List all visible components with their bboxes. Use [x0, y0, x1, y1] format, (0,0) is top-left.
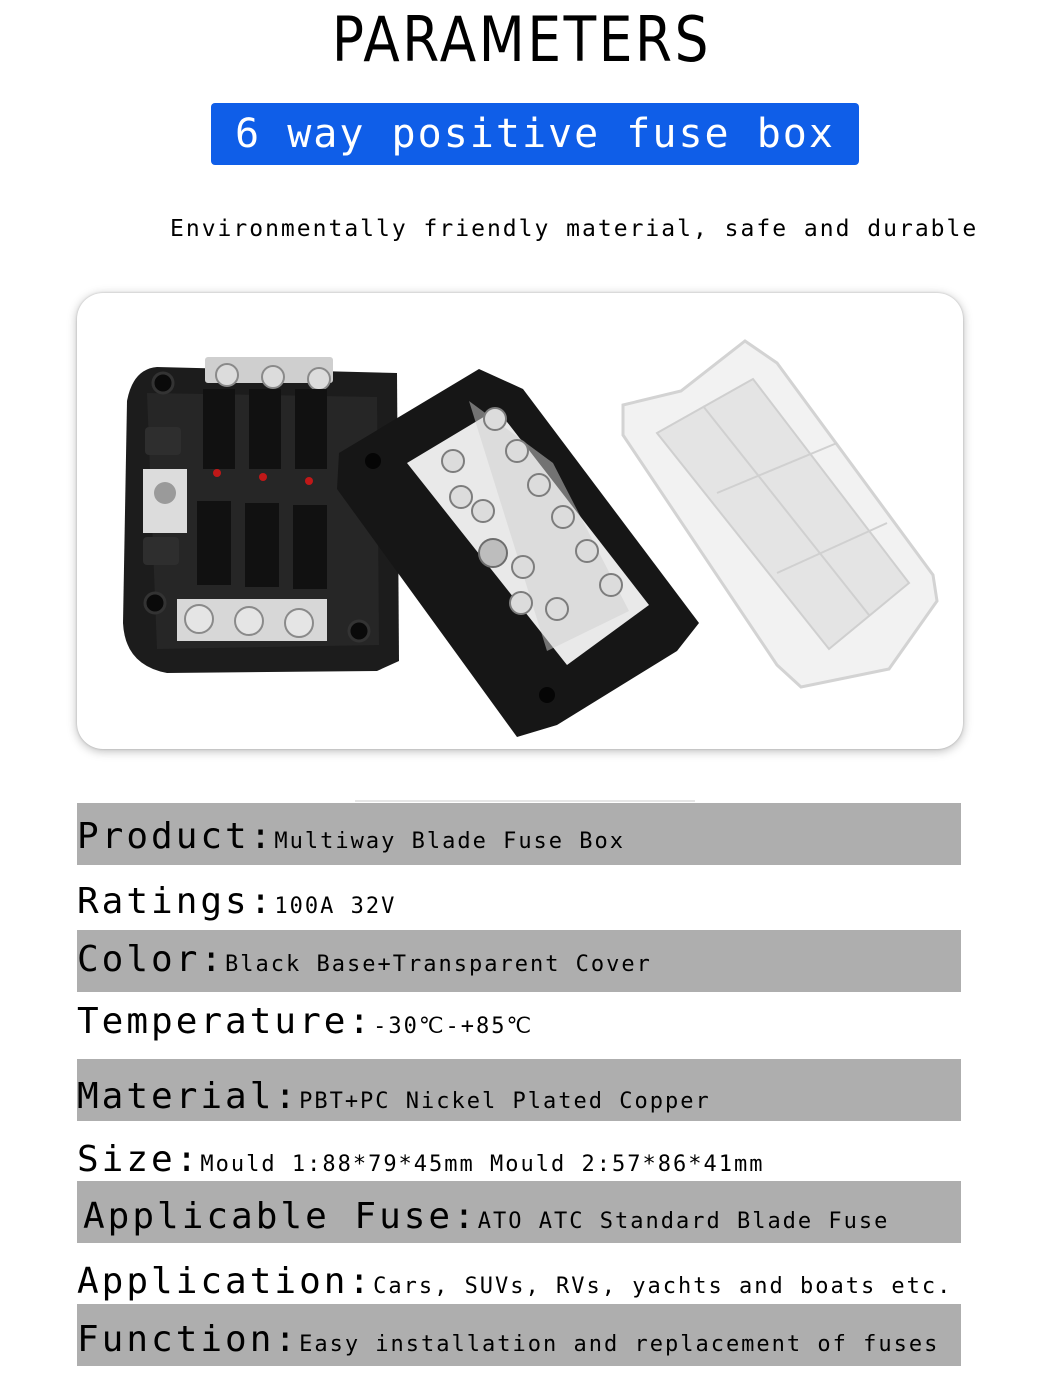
spec-label: Application: [77, 1261, 374, 1302]
page-title: PARAMETERS [331, 3, 711, 76]
spec-label: Product: [77, 816, 275, 857]
product-banner: 6 way positive fuse box [211, 103, 859, 165]
spec-label: Applicable Fuse: [83, 1196, 478, 1237]
spec-value: 100A 32V [274, 894, 397, 919]
spec-row-applicable-fuse [77, 1181, 961, 1243]
spec-row-temperature [77, 994, 961, 1056]
spec-row-material [77, 1059, 961, 1121]
fuse-box-illustration [77, 293, 963, 749]
spec-row-function [77, 1304, 961, 1366]
spec-row-product [77, 803, 961, 865]
product-photo [77, 293, 963, 749]
spec-label: Function: [77, 1319, 300, 1360]
spec-value: PBT+PC Nickel Plated Copper [299, 1089, 711, 1114]
spec-value: Cars, SUVs, RVs, yachts and boats etc. [373, 1274, 953, 1299]
spec-row-color [77, 930, 961, 992]
spec-label: Color: [77, 939, 226, 980]
spec-value: Multiway Blade Fuse Box [274, 829, 626, 854]
spec-row-size [77, 1122, 961, 1184]
spec-row-application [77, 1244, 961, 1306]
spec-label: Material: [77, 1076, 300, 1117]
spec-label: Ratings: [77, 881, 275, 922]
divider [355, 800, 695, 802]
spec-row-ratings [77, 866, 961, 928]
spec-value: -30℃-+85℃ [373, 1014, 534, 1039]
spec-value: Mould 1:88*79*45mm Mould 2:57*86*41mm [200, 1152, 765, 1177]
spec-value: Black Base+Transparent Cover [225, 952, 652, 977]
tagline: Environmentally friendly material, safe and durable [170, 216, 979, 242]
spec-value: ATO ATC Standard Blade Fuse [477, 1209, 890, 1234]
spec-label: Size: [77, 1139, 201, 1180]
spec-label: Temperature: [77, 1001, 374, 1042]
spec-value: Easy installation and replacement of fuses [299, 1332, 940, 1357]
